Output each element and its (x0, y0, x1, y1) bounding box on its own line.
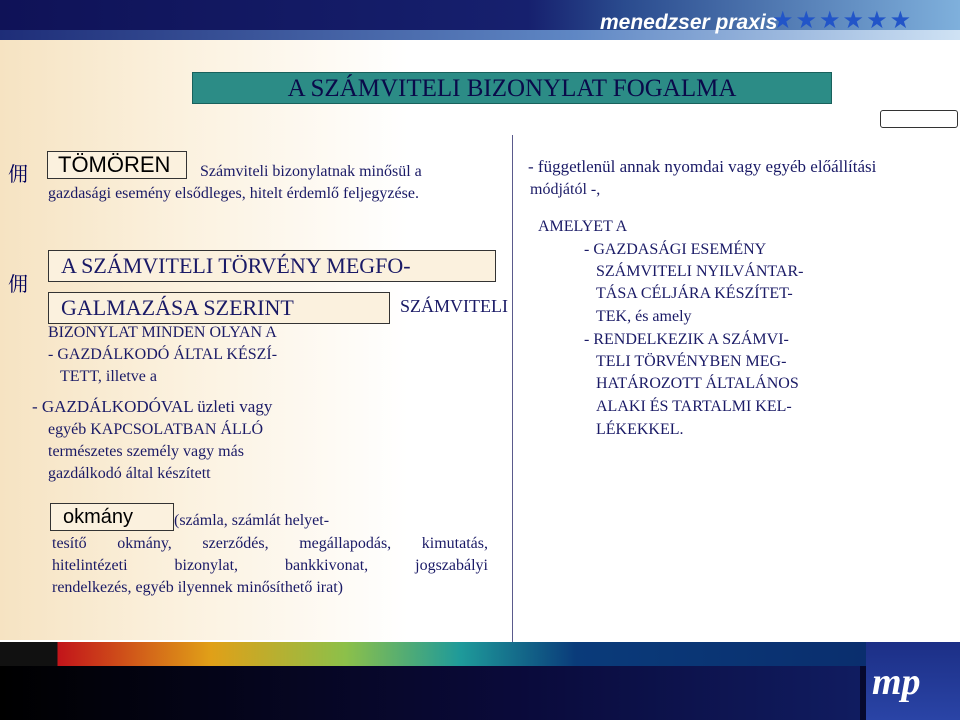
right-text-line: TEK, és amely (596, 308, 692, 325)
slide-title-box (192, 72, 832, 104)
mp-logo-text: mp (872, 661, 921, 703)
footer-bar (0, 642, 960, 720)
left-text-line: gazdálkodó által készített (48, 465, 211, 482)
law-heading-box (48, 250, 496, 282)
document-word: okmány (63, 506, 134, 528)
brand-header (600, 4, 960, 38)
bottom-text-line: (számla, számlát helyet- (174, 512, 330, 529)
left-text-line: természetes személy vagy más (48, 443, 244, 460)
definition-line: gazdasági esemény elsődleges, hitelt érdemlő feljegyzése. (48, 185, 419, 202)
bullet-icon: 佣 (8, 272, 28, 296)
law-heading-line: A SZÁMVITELI TÖRVÉNY MEGFO- (61, 253, 411, 278)
law-heading-box (48, 292, 390, 324)
right-text-line: - RENDELKEZIK A SZÁMVI- (584, 331, 789, 348)
bottom-text-line: hitelintézeti bizonylat, bankkivonat, jogszabályi (52, 557, 488, 574)
footer-dark-band (0, 666, 860, 720)
right-text-line: LÉKEKKEL. (596, 421, 684, 438)
slide-title: A SZÁMVITELI BIZONYLAT FOGALMA (287, 75, 737, 102)
right-text-line: TELI TÖRVÉNYBEN MEG- (596, 353, 787, 370)
left-text-line: TETT, illetve a (60, 368, 157, 385)
right-text-line: ALAKI ÉS TARTALMI KEL- (596, 398, 792, 415)
left-text-line: - GAZDÁLKODÓ ÁLTAL KÉSZÍ- (48, 346, 278, 363)
term-box (47, 151, 187, 179)
right-text-line: - függetlenül annak nyomdai vagy egyéb előállítási (528, 157, 877, 176)
footer-color-strip (0, 642, 960, 666)
left-text-line: - GAZDÁLKODÓVAL üzleti vagy (32, 397, 273, 416)
bottom-text-line: tesítő okmány, szerződés, megállapodás, kimutatás, (52, 535, 488, 552)
law-heading-tail: SZÁMVITELI (400, 296, 508, 316)
column-divider (512, 135, 513, 643)
bottom-text-line: rendelkezés, egyéb ilyennek minősíthető irat) (52, 579, 344, 596)
right-text-line: módjától -, (530, 181, 601, 198)
star-rating-icon: ★★★★★★ (772, 6, 914, 34)
left-text-line: BIZONYLAT MINDEN OLYAN A (48, 324, 277, 341)
right-text-line: AMELYET A (538, 218, 628, 235)
document-word-box (50, 503, 174, 531)
left-text-line: egyéb KAPCSOLATBAN ÁLLÓ (48, 421, 264, 438)
right-text-line: - GAZDASÁGI ESEMÉNY (584, 241, 767, 258)
law-heading-line: GALMAZÁSA SZERINT (61, 295, 294, 320)
right-text-line: SZÁMVITELI NYILVÁNTAR- (596, 263, 804, 280)
brand-name: menedzser praxis (600, 11, 778, 34)
right-text-line: HATÁROZOTT ÁLTALÁNOS (596, 375, 799, 392)
bullet-icon: 佣 (8, 162, 28, 186)
definition-line: Számviteli bizonylatnak minősül a (200, 163, 422, 180)
term-label: TÖMÖREN (58, 152, 171, 177)
mp-logo (866, 642, 960, 720)
empty-box (880, 110, 958, 128)
right-text-line: TÁSA CÉLJÁRA KÉSZÍTET- (596, 285, 793, 302)
